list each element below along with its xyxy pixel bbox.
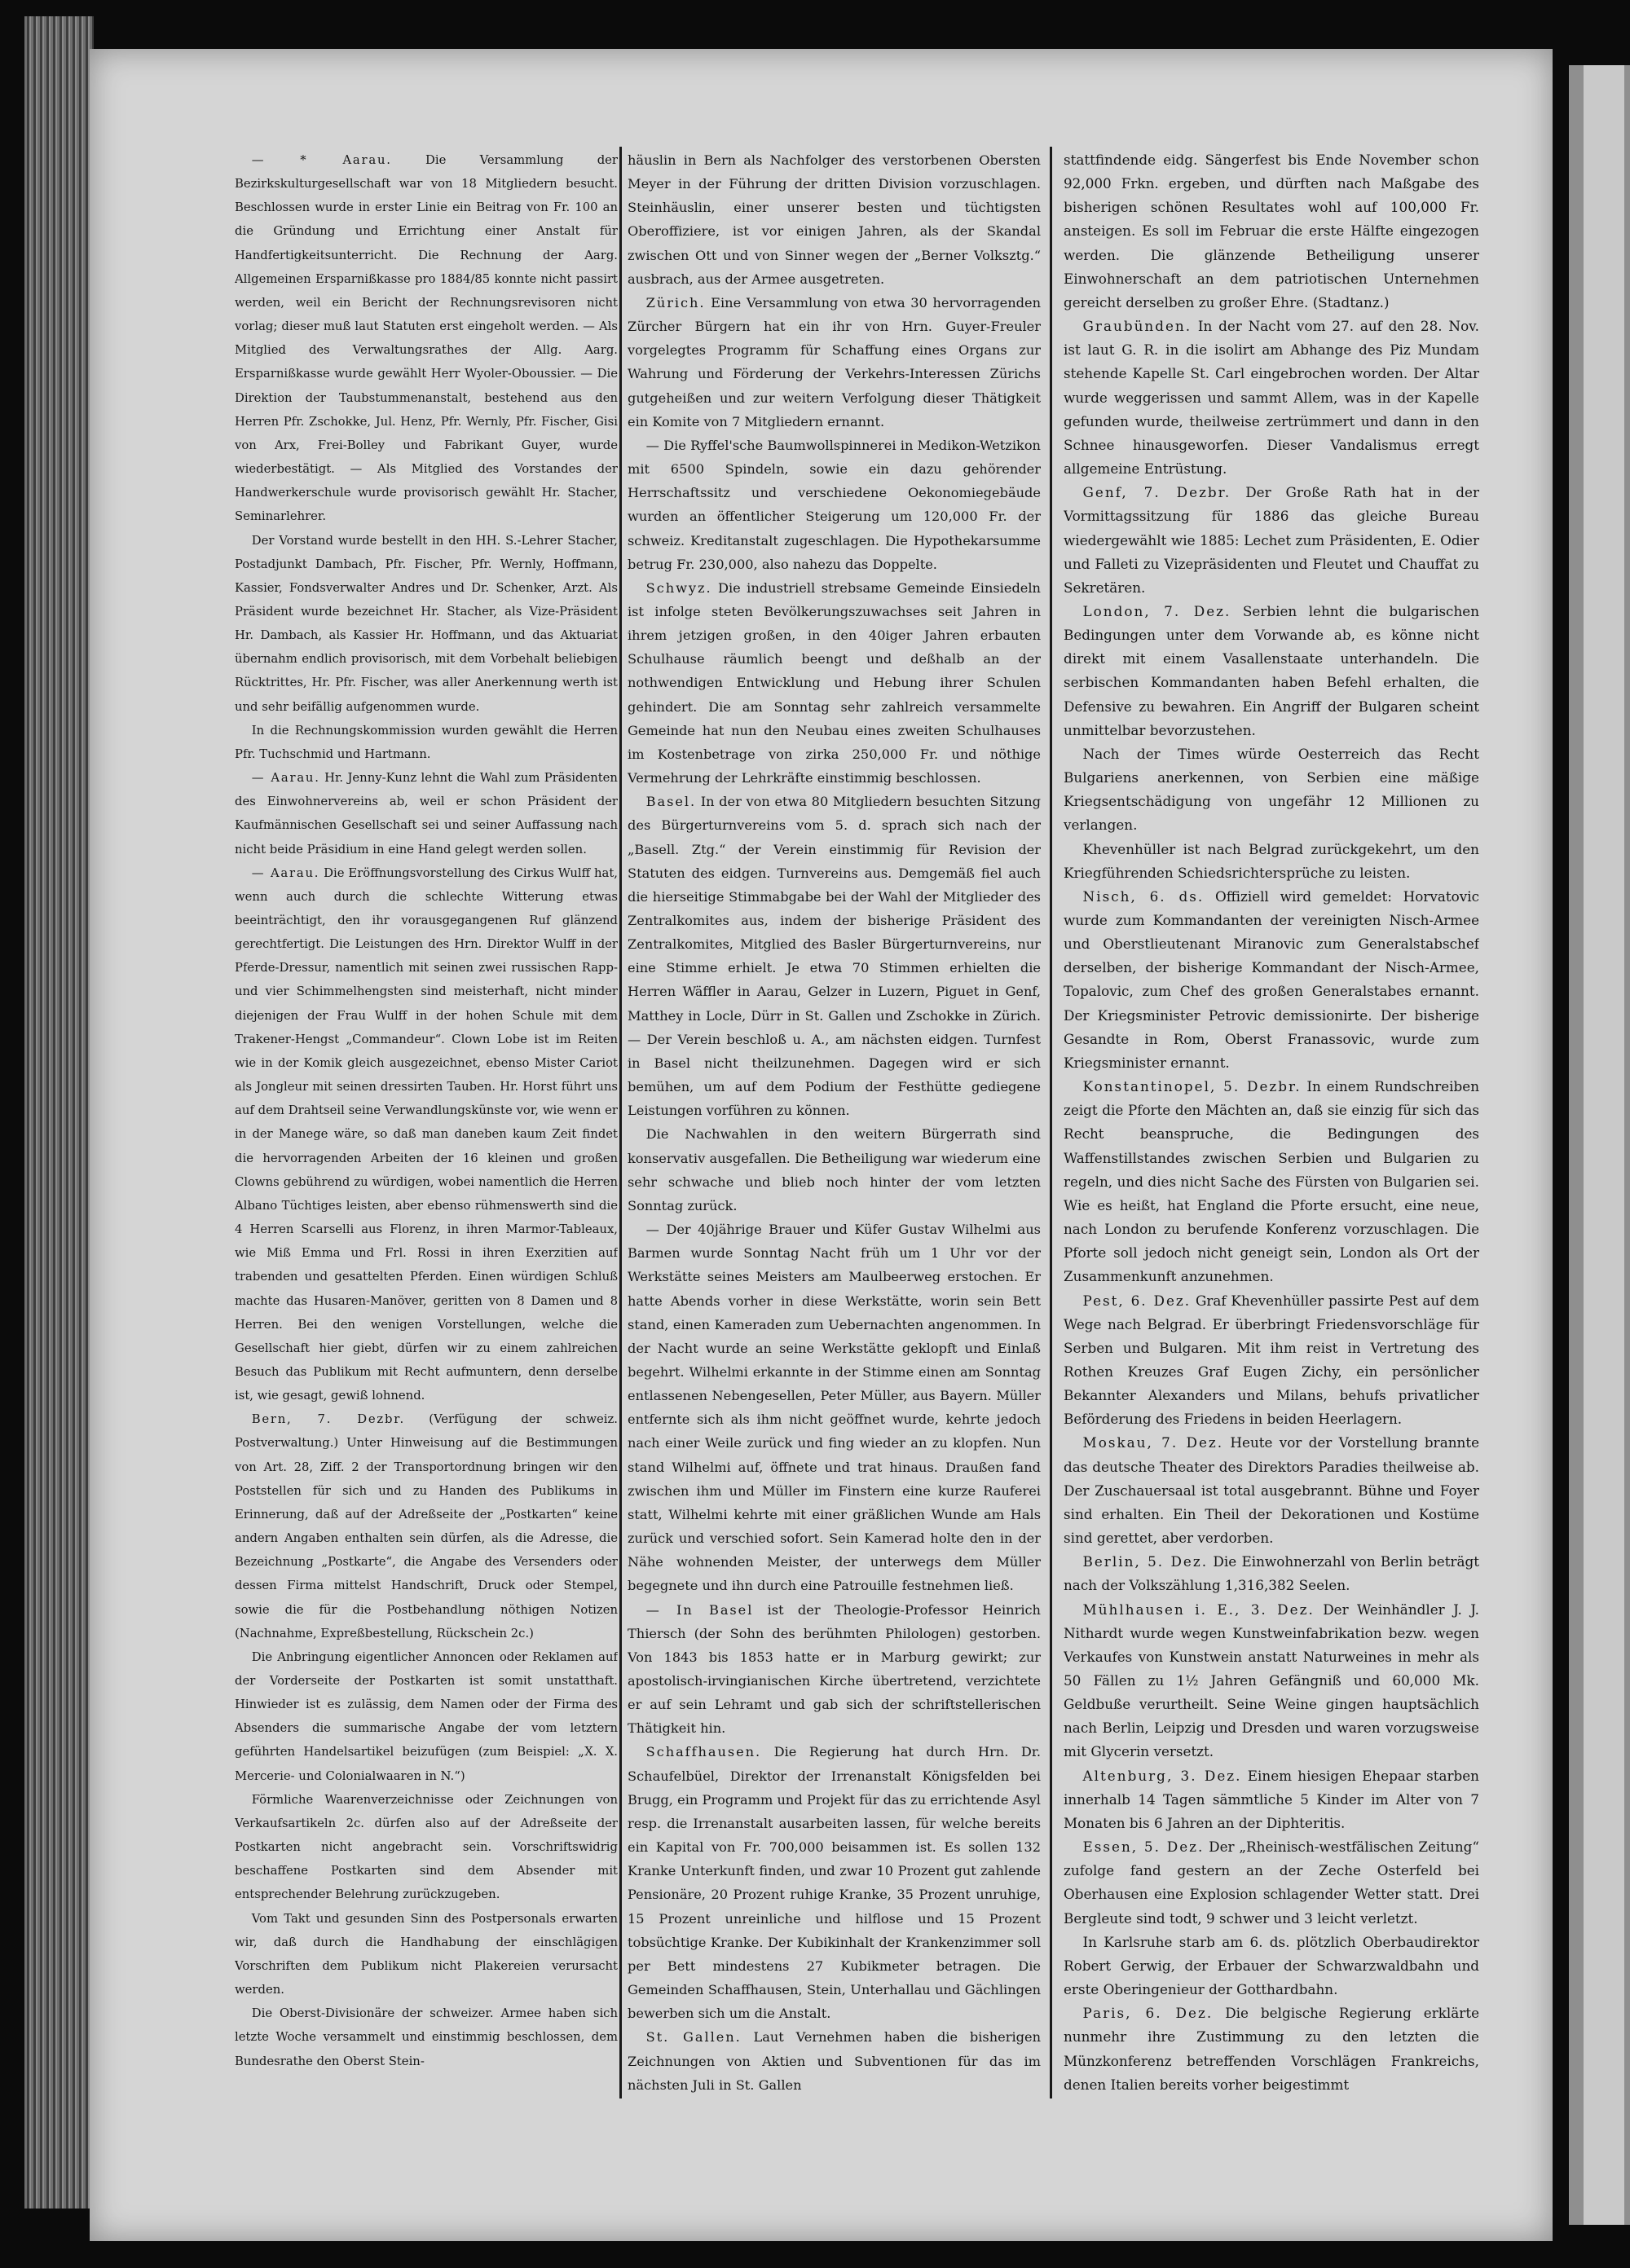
dateline: Bern, 7. Dezbr. xyxy=(251,1412,405,1427)
dateline: Basel. xyxy=(645,794,697,810)
dateline: St. Gallen. xyxy=(645,2029,742,2046)
dateline: Mühlhausen i. E., 3. Dez. xyxy=(1082,1601,1315,1618)
paragraph-text: Die Anbringung eigentlicher Annoncen oder Reklamen auf der Vorderseite der Postkarten ist somit unstatthaft. Hinwieder ist es zulässig, dem Namen oder der Firma des Absenders die summarische Angabe der vom letztern geführten Handelsartikel beizufügen (zum Beispiel: „X. X. Mercerie- und Colonialwaaren in N.“) xyxy=(235,1649,618,1783)
article-paragraph xyxy=(1064,1289,1479,1432)
article-paragraph xyxy=(1064,148,1479,315)
paragraph-text: stattfindende eidg. Sängerfest bis Ende November schon 92,000 Frkn. ergeben, und dürften nach Maßgabe des bisherigen schönen Resultates wohl auf 100,000 Fr. ansteigen. Es soll im Februar die erste Hälfte eingezogen werden. Die glänzende Betheiligung unserer Einwohnerschaft an dem patriotischen Unternehmen gereicht derselben zu großer Ehre. (Stadtanz.) xyxy=(1064,152,1479,310)
paragraph-text: — Der 40jährige Brauer und Küfer Gustav Wilhelmi aus Barmen wurde Sonntag Nacht früh um 1 Uhr vor der Werkstätte seines Meisters am Maulbeerweg erstochen. Er hatte Abends vorher in diese Werkstätte, worin sein Bett stand, einen Kameraden zum Uebernachten angenommen. In der Nacht wurde an seine Werkstätte geklopft und Einlaß begehrt. Wilhelmi erkannte in der Stimme einen am Sonntag entlassenen Nebengesellen, Peter Müller, aus Bayern. Müller entfernte sich als ihm nicht geöffnet wurde, kehrte jedoch nach einer Weile zurück und fing wieder an zu klopfen. Nun stand Wilhelmi auf, öffnete und trat hinaus. Draußen fand zwischen ihm und Müller im Finstern eine kurze Rauferei statt, Wilhelmi kehrte mit einer gräßlichen Wunde am Hals zurück und verschied sofort. Sein Kamerad holte den in der Nähe wohnenden Meister, der unterwegs dem Müller begegnete und ihn durch eine Patrouille festnehmen ließ. xyxy=(628,1222,1041,1594)
article-paragraph xyxy=(1064,481,1479,600)
article-paragraph xyxy=(235,719,618,766)
article-paragraph xyxy=(235,861,618,1408)
article-paragraph xyxy=(235,766,618,861)
article-paragraph xyxy=(1064,838,1479,885)
article-paragraph xyxy=(235,1907,618,2002)
article-paragraph xyxy=(235,148,618,529)
paragraph-text: Der „Rheinisch-westfälischen Zeitung“ zufolge fand gestern an der Zeche Osterfeld bei Oberhausen eine Explosion schlagender Wetter statt. Drei Bergleute sind todt, 9 schwer und 3 leicht verletzt. xyxy=(1064,1839,1479,1927)
article-paragraph xyxy=(628,2025,1041,2096)
paragraph-text: Der Große Rath hat in der Vormittagssitzung für 1886 das gleiche Bureau wiedergewählt wie 1885: Lechet zum Präsidenten, E. Odier und Falleti zu Vizepräsidenten und Fleutet und Chauffat zu Sekretären. xyxy=(1064,484,1479,596)
column-rule xyxy=(619,147,622,2098)
article-paragraph xyxy=(628,291,1041,434)
paragraph-text: Der Vorstand wurde bestellt in den HH. S.-Lehrer Stacher, Postadjunkt Dambach, Pfr. Fischer, Pfr. Wernly, Hoffmann, Kassier, Fondsverwalter Andres und Dr. Schenker, Arzt. Als Präsident wurde bezeichnet Hr. Stacher, als Vize-Präsident Hr. Dambach, als Kassier Hr. Hoffmann, und das Aktuariat übernahm endlich provisorisch, mit dem Vorbehalt beliebigen Rücktrittes, Hr. Pfr. Fischer, was aller Anerkennung werth ist und sehr beifällig aufgenommen wurde. xyxy=(235,533,618,714)
paragraph-text: Hr. Jenny-Kunz lehnt die Wahl zum Präsidenten des Einwohnervereins ab, weil er schon Präsident der Kaufmännischen Gesellschaft sei und seiner Auffassung nach nicht beide Präsidium in eine Hand gelegt werden sollen. xyxy=(235,771,618,857)
facing-page-edge xyxy=(1569,65,1630,2225)
paragraph-text: Die belgische Regierung erklärte nunmehr ihre Zustimmung zu den letzten die Münzkonferenz betreffenden Vorschlägen Frankreichs, denen Italien bereits vorher beigestimmt xyxy=(1064,2005,1479,2093)
text-column-1 xyxy=(235,148,618,2100)
dateline: Altenburg, 3. Dez. xyxy=(1082,1767,1242,1784)
paragraph-text: In der Nacht vom 27. auf den 28. Nov. ist laut G. R. in die isolirt am Abhange des Piz Mundam stehende Kapelle St. Carl eingebrochen worden. Der Altar wurde weggerissen und sammt Allem, was in der Kapelle gefunden wurde, theilweise zertrümmert und dann in den Schnee hinausgeworfen. Dieser Vandalismus erregt allgemeine Entrüstung. xyxy=(1064,318,1479,478)
article-paragraph xyxy=(1064,1075,1479,1288)
article-paragraph xyxy=(235,2002,618,2072)
article-paragraph xyxy=(1064,315,1479,481)
paragraph-text: Förmliche Waarenverzeichnisse oder Zeichnungen von Verkaufsartikeln 2c. dürfen also auf der Adreßseite der Postkarten nicht angebracht sein. Vorschriftswidrig beschaffene Postkarten sind dem Absender mit entsprechender Belehrung zurückzugeben. xyxy=(235,1792,618,1902)
dateline: Pest, 6. Dez. xyxy=(1082,1292,1192,1309)
paragraph-text: Die Versammlung der Bezirkskulturgesellschaft war von 18 Mitgliedern besucht. Beschlossen wurde in erster Linie ein Beitrag von Fr. 100 an die Gründung und Errichtung einer Anstalt für Handfertigkeitsunterricht. Die Rechnung der Aarg. Allgemeinen Ersparnißkasse pro 1884/85 konnte nicht passirt werden, weil ein Bericht der Rechnungsrevisoren nicht vorlag; dieser muß laut Statuten erst eingeholt werden. — Als Mitglied des Verwaltungsrathes der Allg. Aarg. Ersparnißkasse wurde gewählt Herr Wyoler-Oboussier. — Die Direktion der Taubstummenanstalt, bestehend aus den Herren Pfr. Zschokke, Jul. Henz, Pfr. Wernly, Pfr. Fischer, Gisi von Arx, Frei-Bolley und Fabrikant Guyer, wurde wiederbestätigt. — Als Mitglied des Vorstandes der Handwerkerschule wurde provisorisch gewählt Hr. Stacher, Seminarlehrer. xyxy=(235,153,618,524)
paragraph-text: Die Nachwahlen in den weitern Bürgerrath sind konservativ ausgefallen. Die Betheiligung war wiederum eine sehr schwache und blieb noch hinter der vom letzten Sonntag zurück. xyxy=(628,1126,1041,1213)
article-paragraph xyxy=(628,1740,1041,2025)
article-paragraph xyxy=(1064,742,1479,838)
paragraph-text: In einem Rundschreiben zeigt die Pforte den Mächten an, daß sie einzig für sich das Recht beanspruche, die Bedingungen des Waffenstillstandes zwischen Serbien und Bulgarien zu regeln, und dies nicht Sache des Fürsten von Bulgarien sei. Wie es heißt, hat England die Pforte ersucht, eine neue, nach London zu berufende Konferenz vorzuschlagen. Die Pforte soll jedoch nicht geneigt sein, London als Ort der Zusammenkunft anzunehmen. xyxy=(1064,1078,1479,1285)
dateline: Berlin, 5. Dez. xyxy=(1082,1553,1209,1570)
article-paragraph xyxy=(628,576,1041,790)
paragraph-text: In die Rechnungskommission wurden gewählt die Herren Pfr. Tuchschmid und Hartmann. xyxy=(235,723,618,761)
article-paragraph xyxy=(628,148,1041,291)
article-paragraph xyxy=(628,790,1041,1122)
paragraph-text: Der Weinhändler J. J. Nithardt wurde wegen Kunstweinfabrikation bezw. wegen Verkaufes von Kunstwein anstatt Naturweines in mehr als 50 Fällen zu 1½ Jahren Gefängniß und 60,000 Mk. Geldbuße verurtheilt. Seine Weine gingen hauptsächlich nach Berlin, Leipzig und Dresden und waren vorzugsweise mit Glycerin versetzt. xyxy=(1064,1601,1479,1760)
dateline: Schwyz. xyxy=(645,579,712,596)
dateline: — In Basel xyxy=(645,1601,754,1618)
dateline: Zürich. xyxy=(645,294,706,310)
paragraph-text: Einem hiesigen Ehepaar starben innerhalb 14 Tagen sämmtliche 5 Kinder im Alter von 7 Monaten bis 6 Jahren an der Diphteritis. xyxy=(1064,1767,1479,1831)
paragraph-text: Die Eröffnungsvorstellung des Cirkus Wulff hat, wenn auch durch die schlechte Witterung etwas beeinträchtigt, den ihr vorausgegangenen Ruf glänzend gerechtfertigt. Die Leistungen des Hrn. Direktor Wulff in der Pferde-Dressur, namentlich mit seinen zwei russischen Rapp- und vier Schimmelhengsten sind meisterhaft, nicht minder diejenigen der Frau Wulff in der hohen Schule mit dem Trakener-Hengst „Commandeur“. Clown Lobe ist im Reiten wie in der Komik gleich ausgezeichnet, ebenso Mister Cariot als Jongleur mit seinen dressirten Tauben. Hr. Horst führt uns auf dem Drahtseil seine Verwandlungskünste vor, wie wenn er in der Manege wäre, so daß man daneben kaum Zeit findet die hervorragenden Arbeiten der 16 kleinen und großen Clowns gebührend zu würdigen, wobei namentlich die Herren Albano Tüchtiges leisten, aber ebenso rühmenswerth sind die 4 Herren Scarselli aus Florenz, in ihren Marmor-Tableaux, wie Miß Emma und Frl. Rossi in ihren Exerzitien auf trabenden und gesattelten Pferden. Einen würdigen Schluß machte das Husaren-Manöver, geritten von 8 Damen und 8 Herren. Bei den wenigen Vorstellungen, welche die Gesellschaft hier giebt, dürfen wir zu einem zahlreichen Besuch das Publikum mit Recht aufmuntern, denn derselbe ist, wie gesagt, gewiß lohnend. xyxy=(235,865,618,1403)
paragraph-text: Die industriell strebsame Gemeinde Einsiedeln ist infolge steten Bevölkerungszuwachses seit Jahren in ihrem jetzigen großen, in den 40iger Jahren erbauten Schulhause räumlich beengt und deßhalb an der nothwendigen Entwicklung und Hebung ihrer Schulen gehindert. Die am Sonntag sehr zahlreich versammelte Gemeinde hat nun den Neubau eines zweiten Schulhauses im Kostenbetrage von zirka 250,000 Fr. und nöthige Vermehrung der Lehrkräfte einstimmig beschlossen. xyxy=(628,579,1041,786)
paragraph-text: Die Regierung hat durch Hrn. Dr. Schaufelbüel, Direktor der Irrenanstalt Königsfelden bei Brugg, ein Programm und Projekt für das zu errichtende Asyl resp. die Irrenanstalt ausarbeiten lassen, für welche bereits ein Kapital von Fr. 700,000 beisammen ist. Es sollen 132 Kranke Unterkunft finden, und zwar 10 Prozent gut zahlende Pensionäre, 20 Prozent ruhige Kranke, 35 Prozent unruhige, 15 Prozent unreinliche und hilflose und 15 Prozent tobsüchtige Kranke. Der Kubikinhalt der Krankenzimmer soll per Bett mindestens 27 Kubikmeter betragen. Die Gemeinden Schaffhausen, Stein, Unterhallau und Gächlingen bewerben sich um die Anstalt. xyxy=(628,1744,1041,2022)
article-paragraph xyxy=(1064,1931,1479,2002)
article-paragraph xyxy=(235,529,618,719)
paragraph-text: Offiziell wird gemeldet: Horvatovic wurde zum Kommandanten der vereinigten Nisch-Armee und Oberstlieutenant Miranovic zum Generalstabschef derselben, der bisherige Kommandant der Nisch-Armee, Topalovic, zum Chef des großen Generalstabes ernannt. Der Kriegsminister Petrovic demissionirte. Der bisherige Gesandte in Rom, Oberst Franassovic, wurde zum Kriegsminister ernannt. xyxy=(1064,887,1479,1071)
dateline: Moskau, 7. Dez. xyxy=(1082,1434,1224,1451)
dateline: Essen, 5. Dez. xyxy=(1082,1839,1205,1856)
article-paragraph xyxy=(628,1218,1041,1598)
article-paragraph xyxy=(628,1122,1041,1218)
paragraph-text: Vom Takt und gesunden Sinn des Postpersonals erwarten wir, daß durch die Handhabung der einschlägigen Vorschriften dem Publikum nicht Plakereien verursacht werden. xyxy=(235,1911,618,1997)
text-column-3 xyxy=(1064,148,1479,2100)
dateline: Genf, 7. Dezbr. xyxy=(1082,484,1231,501)
paragraph-text: häuslin in Bern als Nachfolger des verstorbenen Obersten Meyer in der Führung der dritten Division vorzuschlagen. Steinhäuslin, einer unserer besten und tüchtigsten Oberoffiziere, ist vor einigen Jahren, als der Skandal zwischen Ott und von Sinner wegen der „Berner Volksztg.“ ausbrach, aus der Armee ausgetreten. xyxy=(628,152,1041,287)
article-paragraph xyxy=(628,1598,1041,1741)
dateline: Paris, 6. Dez. xyxy=(1082,2005,1214,2022)
paragraph-text: Nach der Times würde Oesterreich das Recht Bulgariens anerkennen, von Serbien eine mäßige Kriegsentschädigung von ungefähr 12 Millionen zu verlangen. xyxy=(1064,745,1479,834)
article-paragraph xyxy=(628,434,1041,576)
paragraph-text: Graf Khevenhüller passirte Pest auf dem Wege nach Belgrad. Er überbringt Friedensvorschläge für Serben und Bulgaren. Mit ihm reist in Vertretung des Rothen Kreuzes Graf Eugen Zichy, ein persönlicher Bekannter Alexanders und Milans, behufs privatlicher Beförderung des Friedens in beiden Heerlagern. xyxy=(1064,1292,1479,1428)
article-paragraph xyxy=(1064,1764,1479,1835)
article-paragraph xyxy=(1064,1835,1479,1931)
book-page-edges xyxy=(24,16,94,2209)
paragraph-text: Die Einwohnerzahl von Berlin beträgt nach der Volkszählung 1,316,382 Seelen. xyxy=(1064,1553,1479,1594)
article-paragraph xyxy=(1064,2002,1479,2097)
paragraph-text: (Verfügung der schweiz. Postverwaltung.) Unter Hinweisung auf die Bestimmungen von Art. 28, Ziff. 2 der Transportordnung bringen wir den Poststellen für sich und zu Handen des Publikums in Erinnerung, daß auf der Adreßseite der „Postkarten“ keine andern Angaben enthalten sein dürfen, als die Adresse, die Bezeichnung „Postkarte“, die Angabe des Versenders oder dessen Firma mittelst Handschrift, Druck oder Stempel, sowie die für die Postbehandlung nöthigen Notizen (Nachnahme, Expreßbestellung, Rückschein 2c.) xyxy=(235,1412,618,1640)
paragraph-text: Khevenhüller ist nach Belgrad zurückgekehrt, um den Kriegführenden Schiedsrichtersprüche zu leisten. xyxy=(1064,840,1479,881)
paragraph-text: Laut Vernehmen haben die bisherigen Zeichnungen von Aktien und Subventionen für das im nächsten Juli in St. Gallen xyxy=(628,2029,1041,2093)
dateline: — Aarau. xyxy=(251,771,320,786)
article-paragraph xyxy=(235,1788,618,1907)
dateline: Nisch, 6. ds. xyxy=(1082,887,1205,905)
paragraph-text: In Karlsruhe starb am 6. ds. plötzlich Oberbaudirektor Robert Gerwig, der Erbauer der Schwarzwaldbahn und erste Oberingenieur der Gotthardbahn. xyxy=(1064,1933,1479,1998)
paragraph-text: In der von etwa 80 Mitgliedern besuchten Sitzung des Bürgerturnvereins vom 5. d. sprach sich nach der „Basell. Ztg.“ der Verein einstimmig für Revision der Statuten des eidgen. Turnvereins aus. Demgemäß fiel auch die hierseitige Stimmabgabe bei der Wahl der Mitglieder des Zentralkomites aus, indem der bisherige Präsident des Zentralkomites, Mitglied des Basler Bürgerturnvereins, nur eine Stimme erhielt. Je etwa 70 Stimmen erhielten die Herren Wäffler in Aarau, Gelzer in Luzern, Piguet in Genf, Matthey in Locle, Dürr in St. Gallen und Zschokke in Zürich. — Der Verein beschloß u. A., am nächsten eidgen. Turnfest in Basel nicht theilzunehmen. Dagegen wird er sich bemühen, um auf dem Podium der Festhütte gediegene Leistungen vorführen zu können. xyxy=(628,794,1041,1119)
article-paragraph xyxy=(1064,600,1479,742)
dateline: London, 7. Dez. xyxy=(1082,602,1231,619)
article-paragraph xyxy=(235,1645,618,1788)
dateline: Graubünden. xyxy=(1082,318,1192,335)
text-column-2 xyxy=(628,148,1041,2100)
paragraph-text: Die Oberst-Divisionäre der schweizer. Armee haben sich letzte Woche versammelt und einstimmig beschlossen, dem Bundesrathe den Oberst Stein- xyxy=(235,2006,618,2068)
article-paragraph xyxy=(235,1407,618,1645)
article-paragraph xyxy=(1064,1550,1479,1597)
paragraph-text: Heute vor der Vorstellung brannte das deutsche Theater des Direktors Paradies theilweise ab. Der Zuschauersaal ist total ausgebrannt. Bühne und Foyer sind erhalten. Ein Theil der Dekorationen und Kostüme sind gerettet, aber verdorben. xyxy=(1064,1434,1479,1547)
dateline: Schaffhausen. xyxy=(645,1744,762,1760)
column-rule xyxy=(1050,147,1052,2098)
article-paragraph xyxy=(1064,885,1479,1075)
article-paragraph xyxy=(1064,1598,1479,1764)
paragraph-text: Eine Versammlung von etwa 30 hervorragenden Zürcher Bürgern hat ein ihr von Hrn. Guyer-Freuler vorgelegtes Programm für Schaffung eines Organs zur Wahrung und Förderung der Verkehrs-Interessen Zürichs gutgeheißen und zur weitern Verfolgung dieser Thätigkeit ein Komite von 7 Mitgliedern ernannt. xyxy=(628,294,1041,429)
dateline: Konstantinopel, 5. Dezbr. xyxy=(1082,1078,1302,1095)
paragraph-text: ist der Theologie-Professor Heinrich Thiersch (der Sohn des berühmten Philologen) gestorben. Von 1843 bis 1853 hatte er in Marburg gewirkt; zur apostolisch-irvingianischen Kirche übertretend, verzichtete er auf sein Lehramt und gab sich der schriftstellerischen Thätigkeit hin. xyxy=(628,1601,1041,1737)
dateline: — Aarau. xyxy=(251,865,320,880)
paragraph-text: — Die Ryffel'sche Baumwollspinnerei in Medikon-Wetzikon mit 6500 Spindeln, sowie ein dazu gehörender Herrschaftssitz und verschiedene Oekonomiegebäude wurden an öffentlicher Steigerung um 120,000 Fr. der schweiz. Kreditanstalt zugeschlagen. Die Hypothekarsumme betrug Fr. 230,000, also nahezu das Doppelte. xyxy=(628,437,1041,572)
article-paragraph xyxy=(1064,1431,1479,1550)
paragraph-text: Serbien lehnt die bulgarischen Bedingungen unter dem Vorwande ab, es könne nicht direkt mit einem Vasallenstaate unterhandeln. Die serbischen Kommandanten haben Befehl erhalten, die Defensive zu bewahren. Ein Angriff der Bulgaren scheint unmittelbar bevorzustehen. xyxy=(1064,602,1479,738)
dateline: — * Aarau. xyxy=(251,153,392,167)
